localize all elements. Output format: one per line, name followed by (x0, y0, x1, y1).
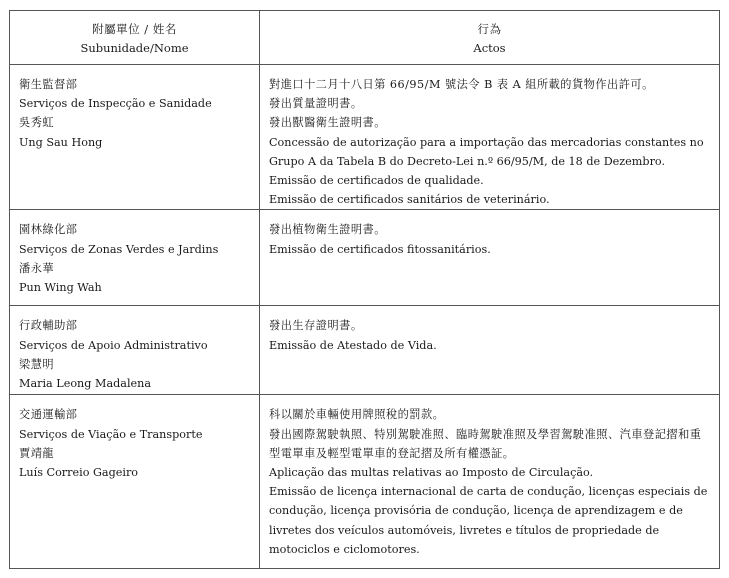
person-name-zh: 潘永華 (19, 261, 55, 275)
act-line: 科以關於車輛使用牌照稅的罰款。 (269, 408, 445, 422)
person-name-pt: Ung Sau Hong (19, 135, 103, 149)
header-acts-pt: Actos (473, 41, 506, 55)
subunit-cell (10, 395, 260, 569)
person-name-pt: Pun Wing Wah (19, 281, 102, 295)
subunit-name-zh: 衛生監督部 (19, 78, 78, 91)
table-row (10, 306, 720, 395)
header-subunit-name (10, 11, 260, 65)
table-header-row (10, 11, 720, 65)
act-line: 發出國際駕駛執照、特別駕駛准照、臨時駕駛准照及學習駕駛准照、汽車登記摺和重型電單車及輕型電單車的登記摺及所有權憑証。 (269, 427, 702, 460)
acts-cell (260, 395, 720, 569)
subunit-name-zh: 園林綠化部 (19, 223, 78, 237)
act-line: Emissão de Atestado de Vida. (269, 338, 437, 352)
act-line: 發出獸醫衛生證明書。 (269, 116, 386, 130)
act-line: Concessão de autorização para a importação das mercadorias constantes no Grupo A da Tabela B do Decreto-Lei n.º 66/95/M, de 18 de Dezembro. (269, 135, 704, 168)
person-name-zh: 梁慧明 (19, 357, 55, 371)
subunit-name-pt: Serviços de Zonas Verdes e Jardins (19, 242, 219, 256)
person-name-pt: Maria Leong Madalena (19, 377, 152, 391)
acts-cell (260, 210, 720, 306)
acts-cell (260, 65, 720, 210)
act-line: Emissão de certificados fitossanitários. (269, 242, 491, 256)
subunit-name-pt: Serviços de Viação e Transporte (19, 427, 203, 441)
header-acts (260, 11, 720, 65)
act-line: Emissão de certificados sanitários de veterinário. (269, 193, 550, 207)
subunit-name-pt: Serviços de Inspecção e Sanidade (19, 97, 212, 111)
act-line: 發出生存證明書。 (269, 319, 363, 333)
act-line: 對進口十二月十八日第 66/95/M 號法令 B 表 A 組所載的貨物作出許可。 (269, 78, 654, 91)
subunit-cell (10, 306, 260, 395)
person-name-zh: 賈靖龍 (19, 446, 55, 460)
delegation-table (9, 10, 720, 569)
table-row (10, 210, 720, 306)
person-name-zh: 吳秀虹 (19, 116, 55, 130)
subunit-cell (10, 65, 260, 210)
header-acts-zh: 行為 (477, 22, 502, 36)
act-line: 發出植物衛生證明書。 (269, 223, 386, 237)
act-line: Aplicação das multas relativas ao Imposto de Circulação. (269, 466, 594, 480)
header-subunit-name-zh: 附屬單位 / 姓名 (92, 22, 177, 36)
subunit-name-zh: 交通運輸部 (19, 408, 78, 422)
table-row (10, 395, 720, 569)
header-subunit-name-pt: Subunidade/Nome (80, 41, 189, 55)
person-name-pt: Luís Correio Gageiro (19, 466, 139, 480)
act-line: Emissão de certificados de qualidade. (269, 174, 484, 188)
act-line: 發出質量證明書。 (269, 97, 363, 111)
acts-cell (260, 306, 720, 395)
act-line: Emissão de licença internacional de carta de condução, licenças especiais de condução, licença provisória de condução, licença de aprendizagem e de livretes dos veículos automóveis, livretes e títulos de propriedade de motociclos e ciclomotores. (269, 485, 708, 556)
subunit-name-pt: Serviços de Apoio Administrativo (19, 338, 208, 352)
subunit-cell (10, 210, 260, 306)
subunit-name-zh: 行政輔助部 (19, 319, 78, 333)
table-row (10, 65, 720, 210)
